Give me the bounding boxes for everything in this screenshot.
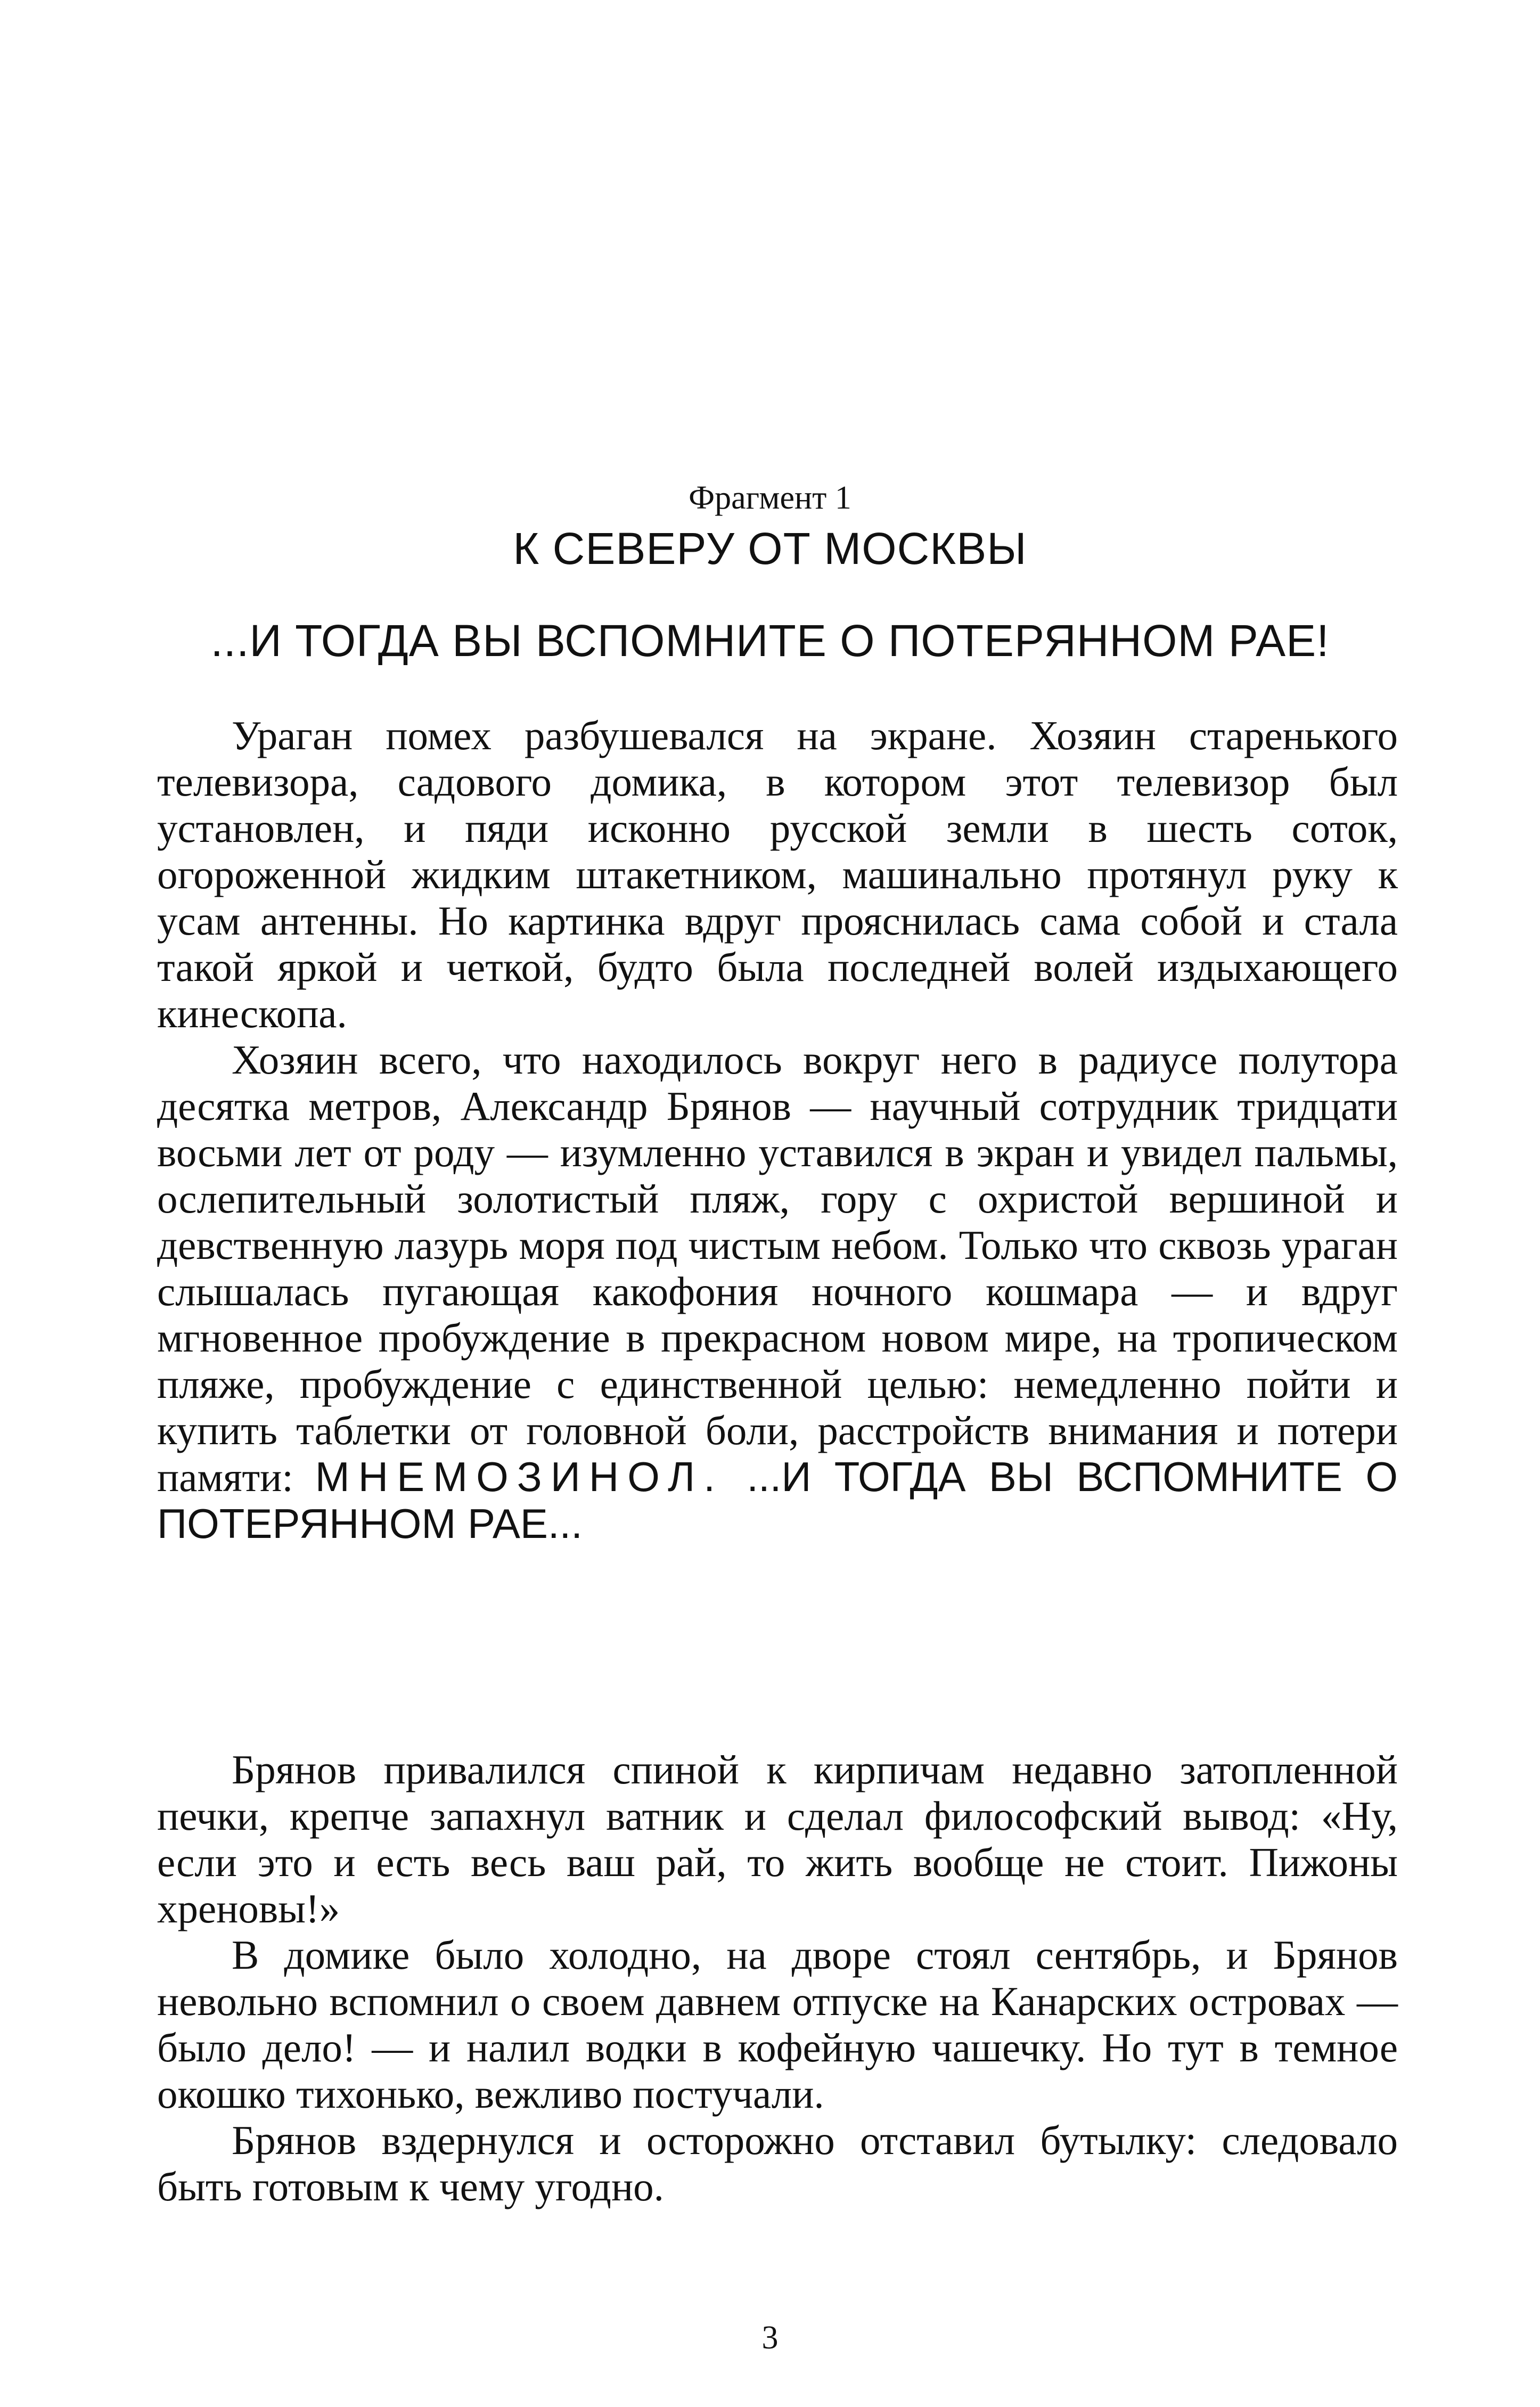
chapter-title: К СЕВЕРУ ОТ МОСКВЫ [513, 523, 1027, 574]
paragraph-text: Хозяин всего, что находилось вокруг него в радиусе полутора десятка метров, Александр Брянов — научный сотрудник тридцати восьми лет от роду — изумленно уставился в экран и увидел пальмы, ослепительный золотистый пляж, гору с охристой вершиной и девственную лазурь моря под чистым небом. Только что сквозь ураган слышалась пугающая какофония ночного кошмара — и вдруг мгновенное пробуждение в прекрасном новом мире, на тропическом пляже, пробуждение с единственной целью: немедленно пойти и купить таблетки от головной боли, расстройств внимания и потери памяти: [157, 1037, 1398, 1500]
paragraph: Брянов привалился спиной к кирпичам недавно затопленной печки, крепче запахнул ватник и сделал философский вывод: «Ну, если это и есть весь ваш рай, то жить вообще не стоит. Пижоны хреновы!» [157, 1747, 1398, 1931]
text-section-1 [157, 713, 1398, 1548]
brand-name: МНЕМОЗИНОЛ. [315, 1453, 724, 1500]
advert-slogan: ...И ТОГДА ВЫ ВСПОМНИТЕ О ПОТЕРЯННОМ РАЕ... [157, 1453, 1398, 1547]
text-section-2 [157, 1747, 1398, 2210]
chapter-subtitle: ...И ТОГДА ВЫ ВСПОМНИТЕ О ПОТЕРЯННОМ РАЕ! [210, 616, 1330, 666]
paragraph [157, 1037, 1398, 1548]
paragraph: В домике было холодно, на дворе стоял сентябрь, и Брянов невольно вспомнил о своем давнем отпуске на Канарских островах — было дело! — и налил водки в кофейную чашечку. Но тут в темное окошко тихонько, вежливо постучали. [157, 1932, 1398, 2117]
fragment-label: Фрагмент 1 [689, 480, 851, 516]
page-number: 3 [761, 2320, 779, 2356]
paragraph: Ураган помех разбушевался на экране. Хозяин старенького телевизора, садового домика, в котором этот телевизор был установлен, и пяди исконно русской земли в шесть соток, огороженной жидким штакетником, машинально протянул руку к усам антенны. Но картинка вдруг прояснилась сама собой и стала такой яркой и четкой, будто была последней волей издыхающего кинескопа. [157, 713, 1398, 1036]
paragraph: Брянов вздернулся и осторожно отставил бутылку: следовало быть готовым к чему угодно. [157, 2117, 1398, 2209]
